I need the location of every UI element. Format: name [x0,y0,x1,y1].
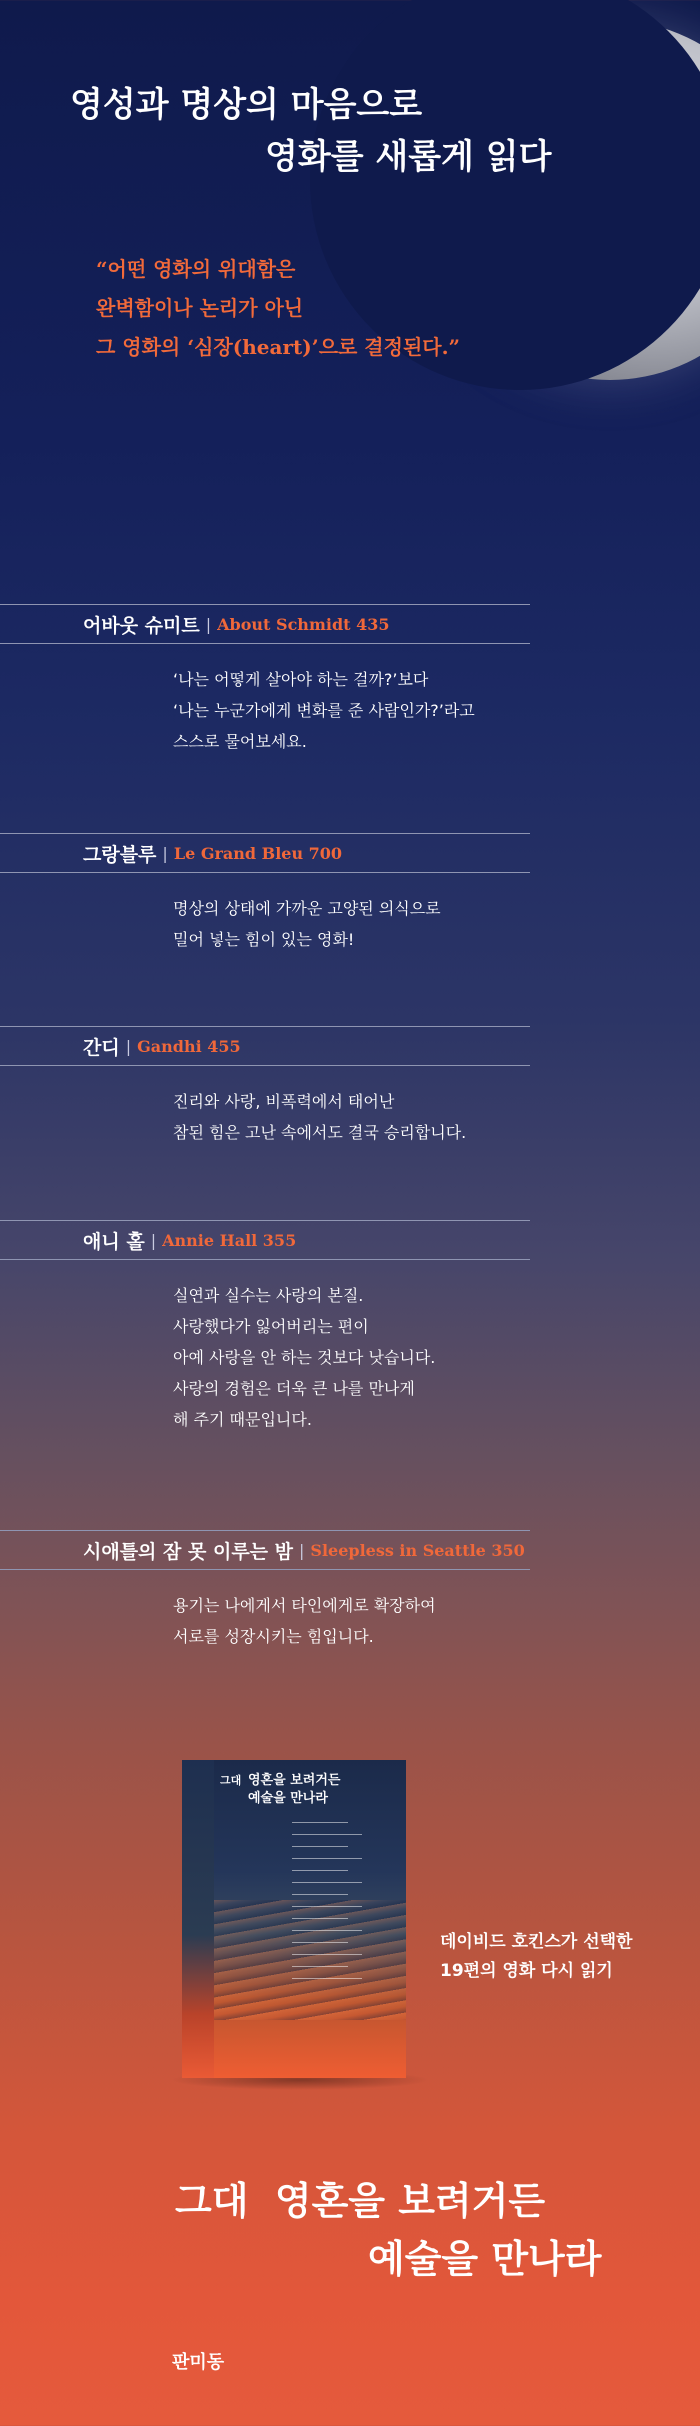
book-cover-title-line-1: 영혼을 보려거든 [248,1773,341,1788]
film-title-korean: 애니 홀 [83,1230,145,1253]
description-line: 스스로 물어보세요. [173,732,307,751]
publisher-logo: 판미동 [172,2352,225,2373]
book-cover-title-line-2: 예술을 만나라 [248,1791,328,1806]
description-line: 사랑했다가 잃어버리는 편이 [173,1317,369,1336]
description-line: 명상의 상태에 가까운 고양된 의식으로 [173,899,441,918]
book-front [214,1760,406,2078]
description-line: 밀어 넣는 힘이 있는 영화! [173,930,355,949]
book-caption-line-2: 19편의 영화 다시 읽기 [440,1961,613,1981]
film-section-about-schmidt [0,604,700,757]
film-title-korean: 그랑블루 [83,843,157,866]
film-heading [0,1026,530,1066]
title-separator: | [205,614,212,634]
description-line: 실연과 실수는 사랑의 본질. [173,1286,364,1305]
film-description [173,1086,700,1148]
book-contents-list [292,1822,362,1990]
title-separator: | [299,1540,305,1560]
big-title-line-1: 그대 영혼을 보려거든 [175,2178,546,2223]
film-title-english: About Schmidt 435 [217,614,390,634]
film-description [173,1280,700,1435]
film-title-korean: 시애틀의 잠 못 이루는 밤 [83,1540,293,1563]
description-line: ‘나는 누군가에게 변화를 준 사람인가?’라고 [173,701,475,720]
title-separator: | [162,843,168,863]
film-heading [0,604,530,644]
description-line: ‘나는 어떻게 살아야 하는 걸까?’보다 [173,670,429,689]
book-cover-small: 그대 [220,1774,242,1787]
film-description [173,893,700,955]
film-title-korean: 간디 [83,1036,120,1059]
description-line: 해 주기 때문입니다. [173,1410,312,1429]
hero-line-2: 영화를 새롭게 읽다 [265,137,552,177]
film-heading [0,833,530,873]
big-title-line-2: 예술을 만나라 [368,2236,602,2281]
quote-block [96,250,460,367]
film-section-le-grand-bleu [0,833,700,955]
description-line: 참된 힘은 고난 속에서도 결국 승리합니다. [173,1123,467,1142]
title-separator: | [125,1036,132,1056]
quote-line-3: 그 영화의 ‘심장(heart)’으로 결정된다.” [96,335,461,359]
film-section-gandhi [0,1026,700,1148]
title-separator: | [150,1230,157,1250]
book-caption-line-1: 데이비드 호킨스가 선택한 [440,1932,633,1952]
film-title-english: Le Grand Bleu 700 [173,843,343,863]
description-line: 아예 사랑을 안 하는 것보다 낫습니다. [173,1348,436,1367]
quote-line-1: “어떤 영화의 위대함은 [96,257,296,281]
film-section-sleepless-in-seattle [0,1530,700,1652]
film-heading [0,1530,530,1570]
hero-line-1: 영성과 명상의 마음으로 [70,85,423,125]
film-heading [0,1220,530,1260]
film-title-english: Annie Hall 355 [162,1230,297,1250]
book-cover-image [182,1760,406,2078]
description-line: 서로를 성장시키는 힘입니다. [173,1627,374,1646]
book-caption [440,1928,680,1986]
description-line: 사랑의 경험은 더욱 큰 나를 만나게 [173,1379,415,1398]
film-description [173,664,700,757]
description-line: 진리와 사랑, 비폭력에서 태어난 [173,1092,395,1111]
book-spine [182,1760,214,2078]
film-title-english: Sleepless in Seattle 350 [310,1540,525,1560]
film-title-english: Gandhi 455 [137,1036,241,1056]
quote-line-2: 완벽함이나 논리가 아닌 [96,296,304,320]
description-line: 용기는 나에게서 타인에게로 확장하여 [173,1596,436,1615]
film-section-annie-hall [0,1220,700,1435]
book-cover-title [220,1772,341,1808]
film-title-korean: 어바웃 슈미트 [83,614,200,637]
film-description [173,1590,700,1652]
